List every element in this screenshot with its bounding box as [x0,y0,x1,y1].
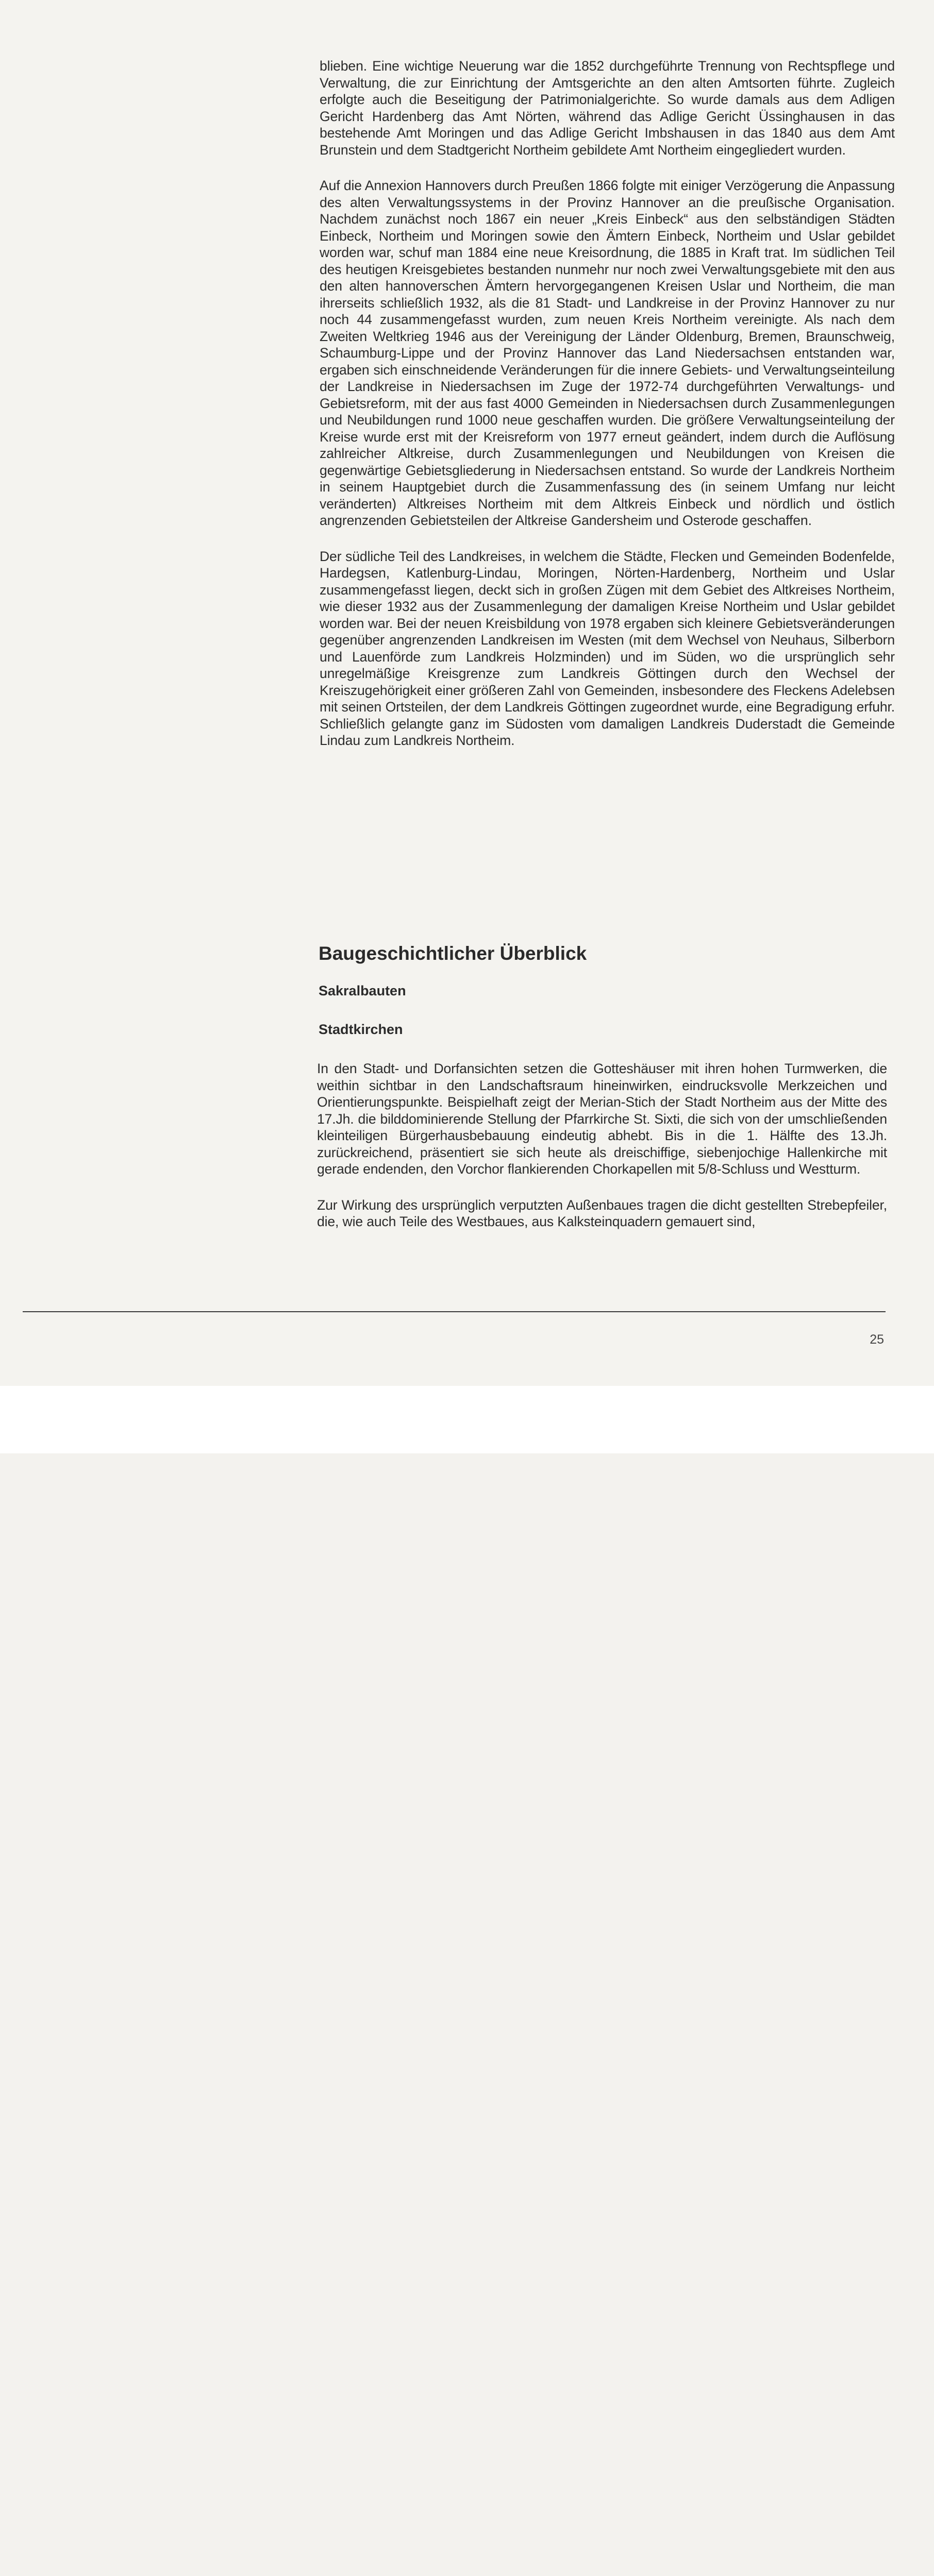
subsubsection-title: Stadtkirchen [319,1022,403,1037]
section-title: Baugeschichtlicher Überblick [319,943,587,964]
paragraph: Auf die Annexion Hannovers durch Preußen 1866 folgte mit einiger Verzögerung die Anpassung des alten Verwaltungssystems in der Provinz Hannover an die preußische Organisation. Nachdem zunächst noch 1867 ein neuer „Kreis Einbeck“ aus den selbständigen Städten Einbeck, Northeim und Moringen sowie den Ämtern Einbeck, Northeim und Uslar gebildet worden war, schuf man 1884 eine neue Kreisordnung, die 1885 in Kraft trat. Im südlichen Teil des heutigen Kreisgebietes bestanden nunmehr nur noch zwei Verwaltungsgebiete mit den aus den alten hannoverschen Ämtern hervorgegangenen Kreisen Uslar und Northeim, die man ihrerseits schließlich 1932, als die 81 Stadt- und Landkreise in der Provinz Hannover zu nur noch 44 zusammengefasst wurden, zum neuen Kreis Northeim vereinigte. Als nach dem Zweiten Weltkrieg 1946 aus der Vereinigung der Länder Oldenburg, Bremen, Braunschweig, Schaumburg-Lippe und der Provinz Hannover das Land Niedersachsen entstanden war, ergaben sich einschneidende Veränderungen für die innere Gebiets- und Verwaltungseinteilung der Landkreise in Niedersachsen im Zuge der 1972-74 durchgeführten Verwaltungs- und Gebietsreform, mit der aus fast 4000 Gemeinden in Niedersachsen durch Zusammenlegungen und Neubildungen rund 1000 neue geschaffen wurden. Die größere Verwaltungseinteilung der Kreise wurde erst mit der Kreisreform von 1977 erneut geändert, indem durch die Auflösung zahlreicher Altkreise, durch Zusammenlegungen und Neubildungen von Kreisen die gegenwärtige Gebietsgliederung in Niedersachsen entstand. So wurde der Landkreis Northeim in seinem Hauptgebiet durch die Zusammenfassung des (in seinem Umfang nur leicht veränderten) Altkreises Northeim mit dem Altkreis Einbeck und nördlich und östlich angrenzenden Gebietsteilen der Altkreise Gandersheim und Osterode geschaffen. [320,178,895,528]
paragraph: blieben. Eine wichtige Neuerung war die 1852 durchgeführte Trennung von Rechtspflege und Verwaltung, die zur Einrichtung der Amtsgerichte an den alten Amtsorten führte. Zugleich erfolgte auch die Beseitigung der Patrimonialgerichte. So wurde damals aus dem Adligen Gericht Hardenberg das Amt Nörten, während das Adlige Gericht Üssinghausen in das bestehende Amt Moringen und das Adlige Gericht Imbshausen in das 1840 aus dem Amt Brunstein und dem Stadtgericht Northeim gebildete Amt Northeim eingegliedert wurden. [320,58,895,158]
text-column-bottom [317,1060,887,1249]
text-column-top [320,58,895,768]
page-number: 25 [870,1332,884,1347]
footer-divider [23,1311,886,1312]
viewer-footer-bar [0,1386,934,1453]
paragraph: Zur Wirkung des ursprünglich verputzten Außenbaues tragen die dicht gestellten Strebepfeiler, die, wie auch Teile des Westbaues, aus Kalksteinquadern gemauert sind, [317,1197,887,1229]
subsection-title: Sakralbauten [319,983,406,998]
paragraph: Der südliche Teil des Landkreises, in welchem die Städte, Flecken und Gemeinden Bodenfelde, Hardegsen, Katlenburg-Lindau, Moringen, Nörten-Hardenberg, Northeim und Uslar zusammengefasst liegen, deckt sich in großen Zügen mit dem Gebiet des Altkreises Northeim, wie dieser 1932 aus der Zusammenlegung der damaligen Kreise Northeim und Uslar gebildet worden war. Bei der neuen Kreisbildung von 1978 ergaben sich kleinere Gebietsveränderungen gegenüber angrenzenden Landkreisen im Westen (mit dem Wechsel von Neuhaus, Silberborn und Lauenförde zum Landkreis Holzminden) und im Süden, wo die ursprünglich sehr unregelmäßige Kreisgrenze zum Landkreis Göttingen durch den Wechsel der Kreiszugehörigkeit einer größeren Zahl von Gemeinden, insbesondere des Fleckens Adelebsen mit seinen Ortsteilen, der dem Landkreis Göttingen zugeordnet wurde, eine Begradigung erfuhr. Schließlich gelangte ganz im Südosten vom damaligen Landkreis Duderstadt die Gemeinde Lindau zum Landkreis Northeim. [320,548,895,748]
paragraph: In den Stadt- und Dorfansichten setzen die Gotteshäuser mit ihren hohen Turmwerken, die weithin sichtbar in den Landschaftsraum hineinwirken, eindrucksvolle Merkzeichen und Orientierungspunkte. Beispielhaft zeigt der Merian-Stich der Stadt Northeim aus der Mitte des 17.Jh. die bilddominierende Stellung der Pfarrkirche St. Sixti, die sich von der umschließenden kleinteiligen Bürgerhausbebauung eindeutig abhebt. Bis in die 1. Hälfte des 13.Jh. zurückreichend, präsentiert sie sich heute als dreischiffige, siebenjochige Hallenkirche mit gerade endenden, den Vorchor flankierenden Chorkapellen mit 5/8-Schluss und Westturm. [317,1061,887,1177]
